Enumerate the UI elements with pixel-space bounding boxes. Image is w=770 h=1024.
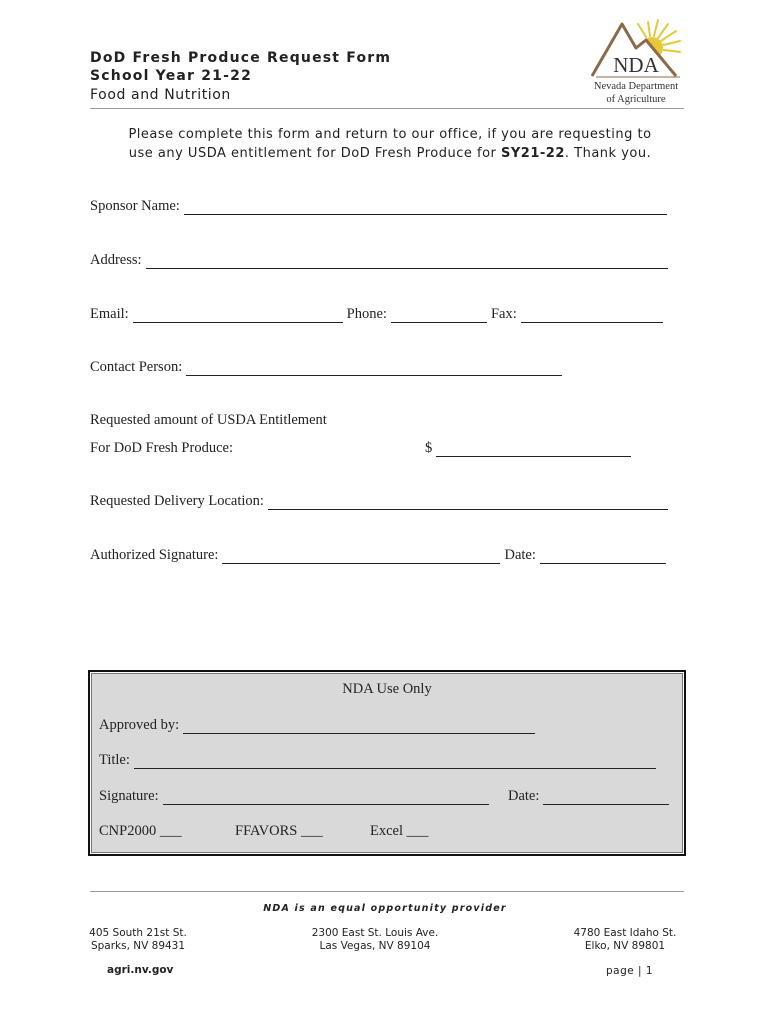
address-row xyxy=(90,252,668,269)
authorized-signature-field[interactable] xyxy=(222,550,500,564)
approved-by-label: Approved by: xyxy=(99,717,180,733)
authorized-signature-label: Authorized Signature: xyxy=(90,547,219,563)
amount-entry xyxy=(425,440,631,457)
sponsor-name-label: Sponsor Name: xyxy=(90,198,180,214)
nda-org-name xyxy=(588,80,684,106)
nda-use-only-title: NDA Use Only xyxy=(342,681,432,697)
phone-field[interactable] xyxy=(391,309,487,323)
contact-person-label: Contact Person: xyxy=(90,359,183,375)
amount-field[interactable] xyxy=(436,443,631,457)
delivery-location-field[interactable] xyxy=(268,496,668,510)
contact-person-row xyxy=(90,359,562,376)
signature-date-field[interactable] xyxy=(540,550,666,564)
form-header xyxy=(90,49,391,104)
nda-date-row xyxy=(508,788,669,805)
nda-date-label: Date: xyxy=(508,788,540,804)
nda-title-field[interactable] xyxy=(134,755,656,769)
ffavors-label: FFAVORS ___ xyxy=(235,823,323,839)
nda-signature-row xyxy=(99,788,489,805)
dollar-sign: $ xyxy=(425,440,433,456)
signature-row xyxy=(90,547,666,564)
address-city: Elko, NV 89801 xyxy=(584,940,666,952)
nda-title-label: Title: xyxy=(99,752,130,768)
header-divider xyxy=(90,108,684,109)
approved-by-row xyxy=(99,717,535,734)
address-street: 2300 East St. Louis Ave. xyxy=(311,927,439,939)
school-year-emphasis: SY21-22 xyxy=(501,146,565,161)
sponsor-name-field[interactable] xyxy=(184,201,667,215)
approved-by-field[interactable] xyxy=(183,720,535,734)
contact-person-field[interactable] xyxy=(186,362,562,376)
ffavors-check[interactable] xyxy=(235,823,323,840)
nda-date-field[interactable] xyxy=(543,791,669,805)
sparks-address xyxy=(78,927,198,953)
excel-check[interactable] xyxy=(370,823,428,840)
cnp2000-label: CNP2000 ___ xyxy=(99,823,182,839)
delivery-location-label: Requested Delivery Location: xyxy=(90,493,264,509)
requested-amount-row xyxy=(90,440,233,457)
sponsor-name-row xyxy=(90,198,667,215)
nda-signature-field[interactable] xyxy=(163,791,489,805)
equal-opportunity-statement: NDA is an equal opportunity provider xyxy=(263,903,507,914)
phone-label: Phone: xyxy=(346,306,387,322)
address-street: 405 South 21st St. xyxy=(89,927,187,939)
website-link[interactable]: agri.nv.gov xyxy=(107,964,174,976)
school-year: School Year 21-22 xyxy=(90,68,253,84)
instructions-line-2 xyxy=(90,144,690,163)
org-line-2: of Agriculture xyxy=(606,94,666,105)
svg-text:NDA: NDA xyxy=(613,53,659,77)
las-vegas-address xyxy=(300,927,450,953)
instructions xyxy=(90,125,690,163)
instructions-line-1: Please complete this form and return to our office, if you are requesting to xyxy=(128,127,652,142)
org-line-1: Nevada Department xyxy=(593,81,679,92)
email-field[interactable] xyxy=(133,309,343,323)
footer-divider xyxy=(90,891,684,892)
department-name: Food and Nutrition xyxy=(90,87,231,103)
fax-label: Fax: xyxy=(490,306,517,322)
requested-amount-heading xyxy=(90,412,327,429)
contact-info-row xyxy=(90,306,663,323)
address-field[interactable] xyxy=(146,255,668,269)
fax-field[interactable] xyxy=(521,309,663,323)
instructions-text: use any USDA entitlement for DoD Fresh Produce for xyxy=(128,146,502,161)
delivery-location-row xyxy=(90,493,668,510)
elko-address xyxy=(560,927,690,953)
address-street: 4780 East Idaho St. xyxy=(573,927,677,939)
page-number: page | 1 xyxy=(606,965,654,977)
address-city: Sparks, NV 89431 xyxy=(90,940,186,952)
dod-produce-label: For DoD Fresh Produce: xyxy=(90,440,233,456)
nda-use-only-box xyxy=(88,670,686,856)
form-title: DoD Fresh Produce Request Form xyxy=(90,50,392,66)
signature-date-label: Date: xyxy=(504,547,536,563)
instructions-thanks: . Thank you. xyxy=(564,146,652,161)
nda-signature-label: Signature: xyxy=(99,788,159,804)
requested-amount-label: Requested amount of USDA Entitlement xyxy=(90,412,327,428)
cnp2000-check[interactable] xyxy=(99,823,182,840)
address-label: Address: xyxy=(90,252,142,268)
nda-title-row xyxy=(99,752,656,769)
address-city: Las Vegas, NV 89104 xyxy=(319,940,431,952)
email-label: Email: xyxy=(90,306,129,322)
excel-label: Excel ___ xyxy=(370,823,429,839)
